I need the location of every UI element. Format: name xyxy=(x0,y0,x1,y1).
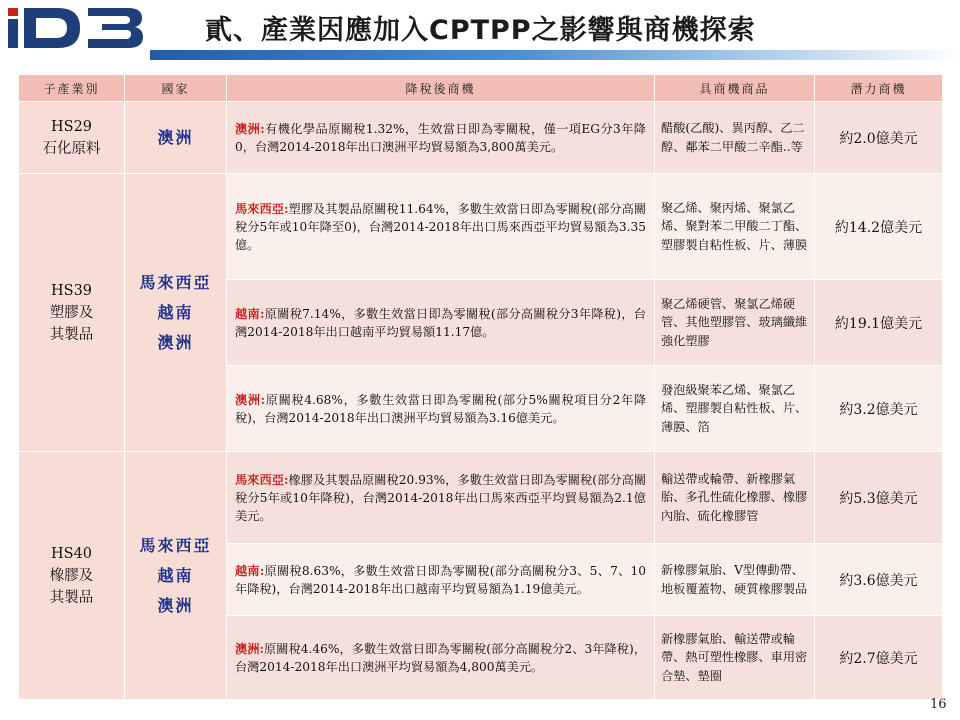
table-header-row xyxy=(19,75,943,102)
description-text: 原關稅8.63%，多數生效當日即為零關稅(部分高關稅分3、5、7、10年降稅)，台灣2014-2018年出口越南平均貿易額為1.19億美元。 xyxy=(235,563,646,596)
country-name: 馬來西亞 xyxy=(139,272,212,292)
products-cell: 醋酸(乙酸)、異丙醇、乙二醇、鄰苯二甲酸二辛酯..等 xyxy=(655,102,815,174)
opportunity-description xyxy=(227,544,655,616)
category-label: 塑膠及 xyxy=(49,304,94,321)
column-header: 降稅後商機 xyxy=(227,75,655,102)
potential-cell: 約2.7億美元 xyxy=(815,616,943,700)
country-name: 澳洲 xyxy=(157,595,194,615)
country-highlight: 越南: xyxy=(235,563,265,578)
description-text: 塑膠及其製品原關稅11.64%，多數生效當日即為零關稅(部分高關稅分5年或10年降至0)，台灣2014-2018年出口馬來西亞平均貿易額為3.35億。 xyxy=(235,201,647,252)
products-cell: 發泡級聚苯乙烯、聚氯乙烯、塑膠製自粘性板、片、薄膜、箔 xyxy=(655,366,815,452)
opportunity-description xyxy=(227,174,655,280)
country-highlight: 越南: xyxy=(235,306,265,321)
opportunity-description xyxy=(227,366,655,452)
category-code: HS39 xyxy=(50,282,93,299)
potential-cell: 約3.2億美元 xyxy=(815,366,943,452)
country-highlight: 澳洲: xyxy=(235,392,266,407)
country-highlight: 澳洲: xyxy=(235,121,265,136)
category-cell xyxy=(19,102,125,174)
cptpp-opportunity-table xyxy=(18,74,943,700)
products-cell: 聚乙烯、聚丙烯、聚氯乙烯、聚對苯二甲酸二丁酯、塑膠製自粘性板、片、薄膜 xyxy=(655,174,815,280)
country-highlight: 馬來西亞: xyxy=(235,201,289,216)
country-name: 馬來西亞 xyxy=(139,535,212,555)
potential-cell: 約19.1億美元 xyxy=(815,280,943,366)
column-header: 子產業別 xyxy=(19,75,125,102)
table-row xyxy=(19,452,943,544)
potential-cell: 約5.3億美元 xyxy=(815,452,943,544)
slide-header xyxy=(0,0,960,60)
country-name: 越南 xyxy=(157,565,194,585)
potential-cell: 約3.6億美元 xyxy=(815,544,943,616)
opportunity-description xyxy=(227,616,655,700)
category-cell xyxy=(19,452,125,700)
column-header: 國家 xyxy=(125,75,227,102)
description-text: 原關稅4.68%，多數生效當日即為零關稅(部分5%關稅項目分2年降稅)，台灣2014-2018年出口澳洲平均貿易額為3.16億美元。 xyxy=(235,392,647,425)
products-cell: 聚乙烯硬管、聚氯乙烯硬管、其他塑膠管、玻璃纖維強化塑膠 xyxy=(655,280,815,366)
potential-cell: 約2.0億美元 xyxy=(815,102,943,174)
products-cell: 新橡膠氣胎、V型傳動帶、地板覆蓋物、硬質橡膠製品 xyxy=(655,544,815,616)
category-label: 其製品 xyxy=(49,589,94,606)
table-row xyxy=(19,174,943,280)
products-cell: 新橡膠氣胎、輸送帶或輪帶、熱可塑性橡膠、車用密合墊、墊圈 xyxy=(655,616,815,700)
category-label: 其製品 xyxy=(49,326,94,343)
table-row xyxy=(19,102,943,174)
category-label: 橡膠及 xyxy=(49,567,94,584)
description-text: 原關稅4.46%，多數生效當日即為零關稅(部分高關稅分2、3年降稅)，台灣2014-2018年出口澳洲平均貿易額為4,800萬美元。 xyxy=(235,641,647,674)
opportunity-description xyxy=(227,102,655,174)
column-header: 潛力商機 xyxy=(815,75,943,102)
description-text: 有機化學品原關稅1.32%，生效當日即為零關稅，僅一項EG分3年降0，台灣2014-2018年出口澳洲平均貿易額為3,800萬美元。 xyxy=(235,121,646,154)
category-cell xyxy=(19,174,125,452)
title-underline-bar xyxy=(150,50,960,60)
potential-cell: 約14.2億美元 xyxy=(815,174,943,280)
category-label: 石化原料 xyxy=(42,140,101,157)
products-cell: 輸送帶或輪帶、新橡膠氣胎、多孔性硫化橡膠、橡膠內胎、硫化橡膠管 xyxy=(655,452,815,544)
country-name: 越南 xyxy=(157,302,194,322)
id3-logo xyxy=(6,6,146,50)
column-header: 具商機商品 xyxy=(655,75,815,102)
country-highlight: 馬來西亞: xyxy=(235,472,289,487)
country-name: 澳洲 xyxy=(157,332,194,352)
opportunity-description xyxy=(227,280,655,366)
description-text: 橡膠及其製品原關稅20.93%，多數生效當日即為零關稅(部分高關稅分5年或10年降稅)，台灣2014-2018年出口馬來西亞平均貿易額為2.1億美元。 xyxy=(235,472,647,523)
opportunity-description xyxy=(227,452,655,544)
country-cell xyxy=(125,174,227,452)
country-cell xyxy=(125,452,227,700)
country-cell xyxy=(125,102,227,174)
category-code: HS40 xyxy=(50,545,93,562)
category-code: HS29 xyxy=(50,118,93,135)
page-title: 貳、產業因應加入CPTPP之影響與商機探索 xyxy=(205,15,756,46)
country-name: 澳洲 xyxy=(157,127,194,147)
description-text: 原關稅7.14%，多數生效當日即為零關稅(部分高關稅分3年降稅)，台灣2014-2018年出口越南平均貿易額11.17億。 xyxy=(235,306,646,339)
page-number: 16 xyxy=(930,697,947,712)
country-highlight: 澳洲: xyxy=(235,641,264,656)
